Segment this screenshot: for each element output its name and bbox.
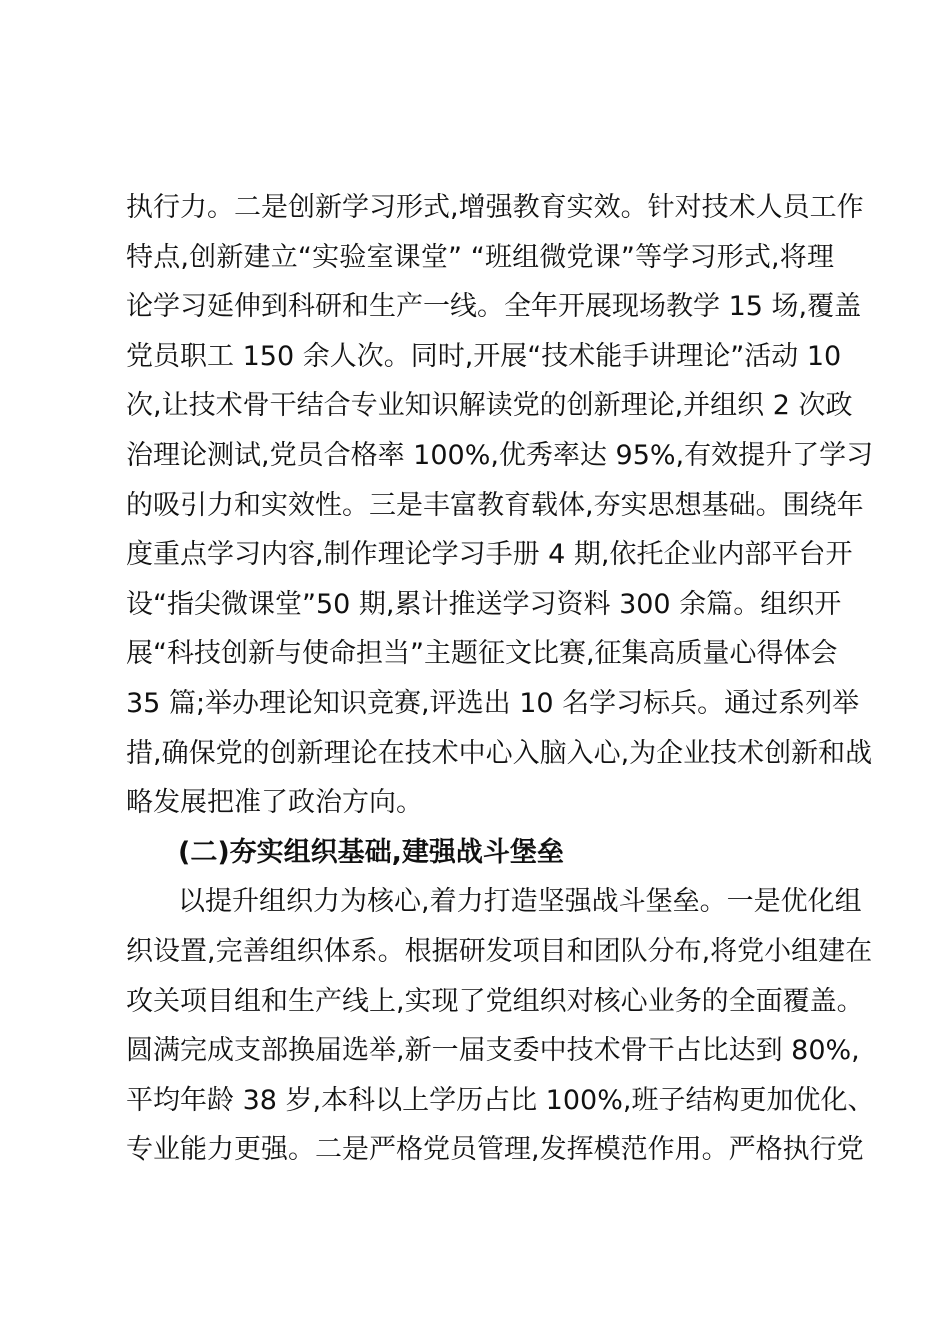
text-line: 平均年龄 38 岁,本科以上学历占比 100%,班子结构更加优化、 xyxy=(126,1084,875,1116)
paragraph-education xyxy=(126,183,874,828)
text-line: 35 篇;举办理论知识竞赛,评选出 10 名学习标兵。通过系列举 xyxy=(126,687,860,719)
text-line: 次,让技术骨干结合专业知识解读党的创新理论,并组织 2 次政 xyxy=(126,390,853,422)
text-line: 措,确保党的创新理论在技术中心入脑入心,为企业技术创新和战 xyxy=(126,737,873,769)
text-line: 展“科技创新与使命担当”主题征文比赛,征集高质量心得体会 xyxy=(126,638,838,670)
text-line: 度重点学习内容,制作理论学习手册 4 期,依托企业内部平台开 xyxy=(126,539,853,571)
text-line: 特点,创新建立“实验室课堂” “班组微党课”等学习形式,将理 xyxy=(126,241,834,273)
text-line: 以提升组织力为核心,着力打造坚强战斗堡垒。一是优化组 xyxy=(178,886,862,918)
text-line: 设“指尖微课堂”50 期,累计推送学习资料 300 余篇。组织开 xyxy=(126,588,842,620)
document-page xyxy=(126,183,875,1175)
text-line: 圆满完成支部换届选举,新一届支委中技术骨干占比达到 80%, xyxy=(126,1035,860,1067)
text-line: 的吸引力和实效性。三是丰富教育载体,夯实思想基础。围绕年 xyxy=(126,489,864,521)
text-line: 专业能力更强。二是严格党员管理,发挥模范作用。严格执行党 xyxy=(126,1134,864,1166)
paragraph-organization xyxy=(126,877,875,1175)
section-heading: (二)夯实组织基础,建强战斗堡垒 xyxy=(178,836,564,868)
text-line: 论学习延伸到科研和生产一线。全年开展现场教学 15 场,覆盖 xyxy=(126,291,862,323)
text-line: 党员职工 150 余人次。同时,开展“技术能手讲理论”活动 10 xyxy=(126,340,842,372)
text-line: 执行力。二是创新学习形式,增强教育实效。针对技术人员工作 xyxy=(126,192,864,223)
text-line: 织设置,完善组织体系。根据研发项目和团队分布,将党小组建在 xyxy=(126,935,873,967)
text-line: 攻关项目组和生产线上,实现了党组织对核心业务的全面覆盖。 xyxy=(126,985,864,1017)
text-line: 治理论测试,党员合格率 100%,优秀率达 95%,有效提升了学习 xyxy=(126,439,874,471)
text-line: 略发展把准了政治方向。 xyxy=(126,787,423,819)
